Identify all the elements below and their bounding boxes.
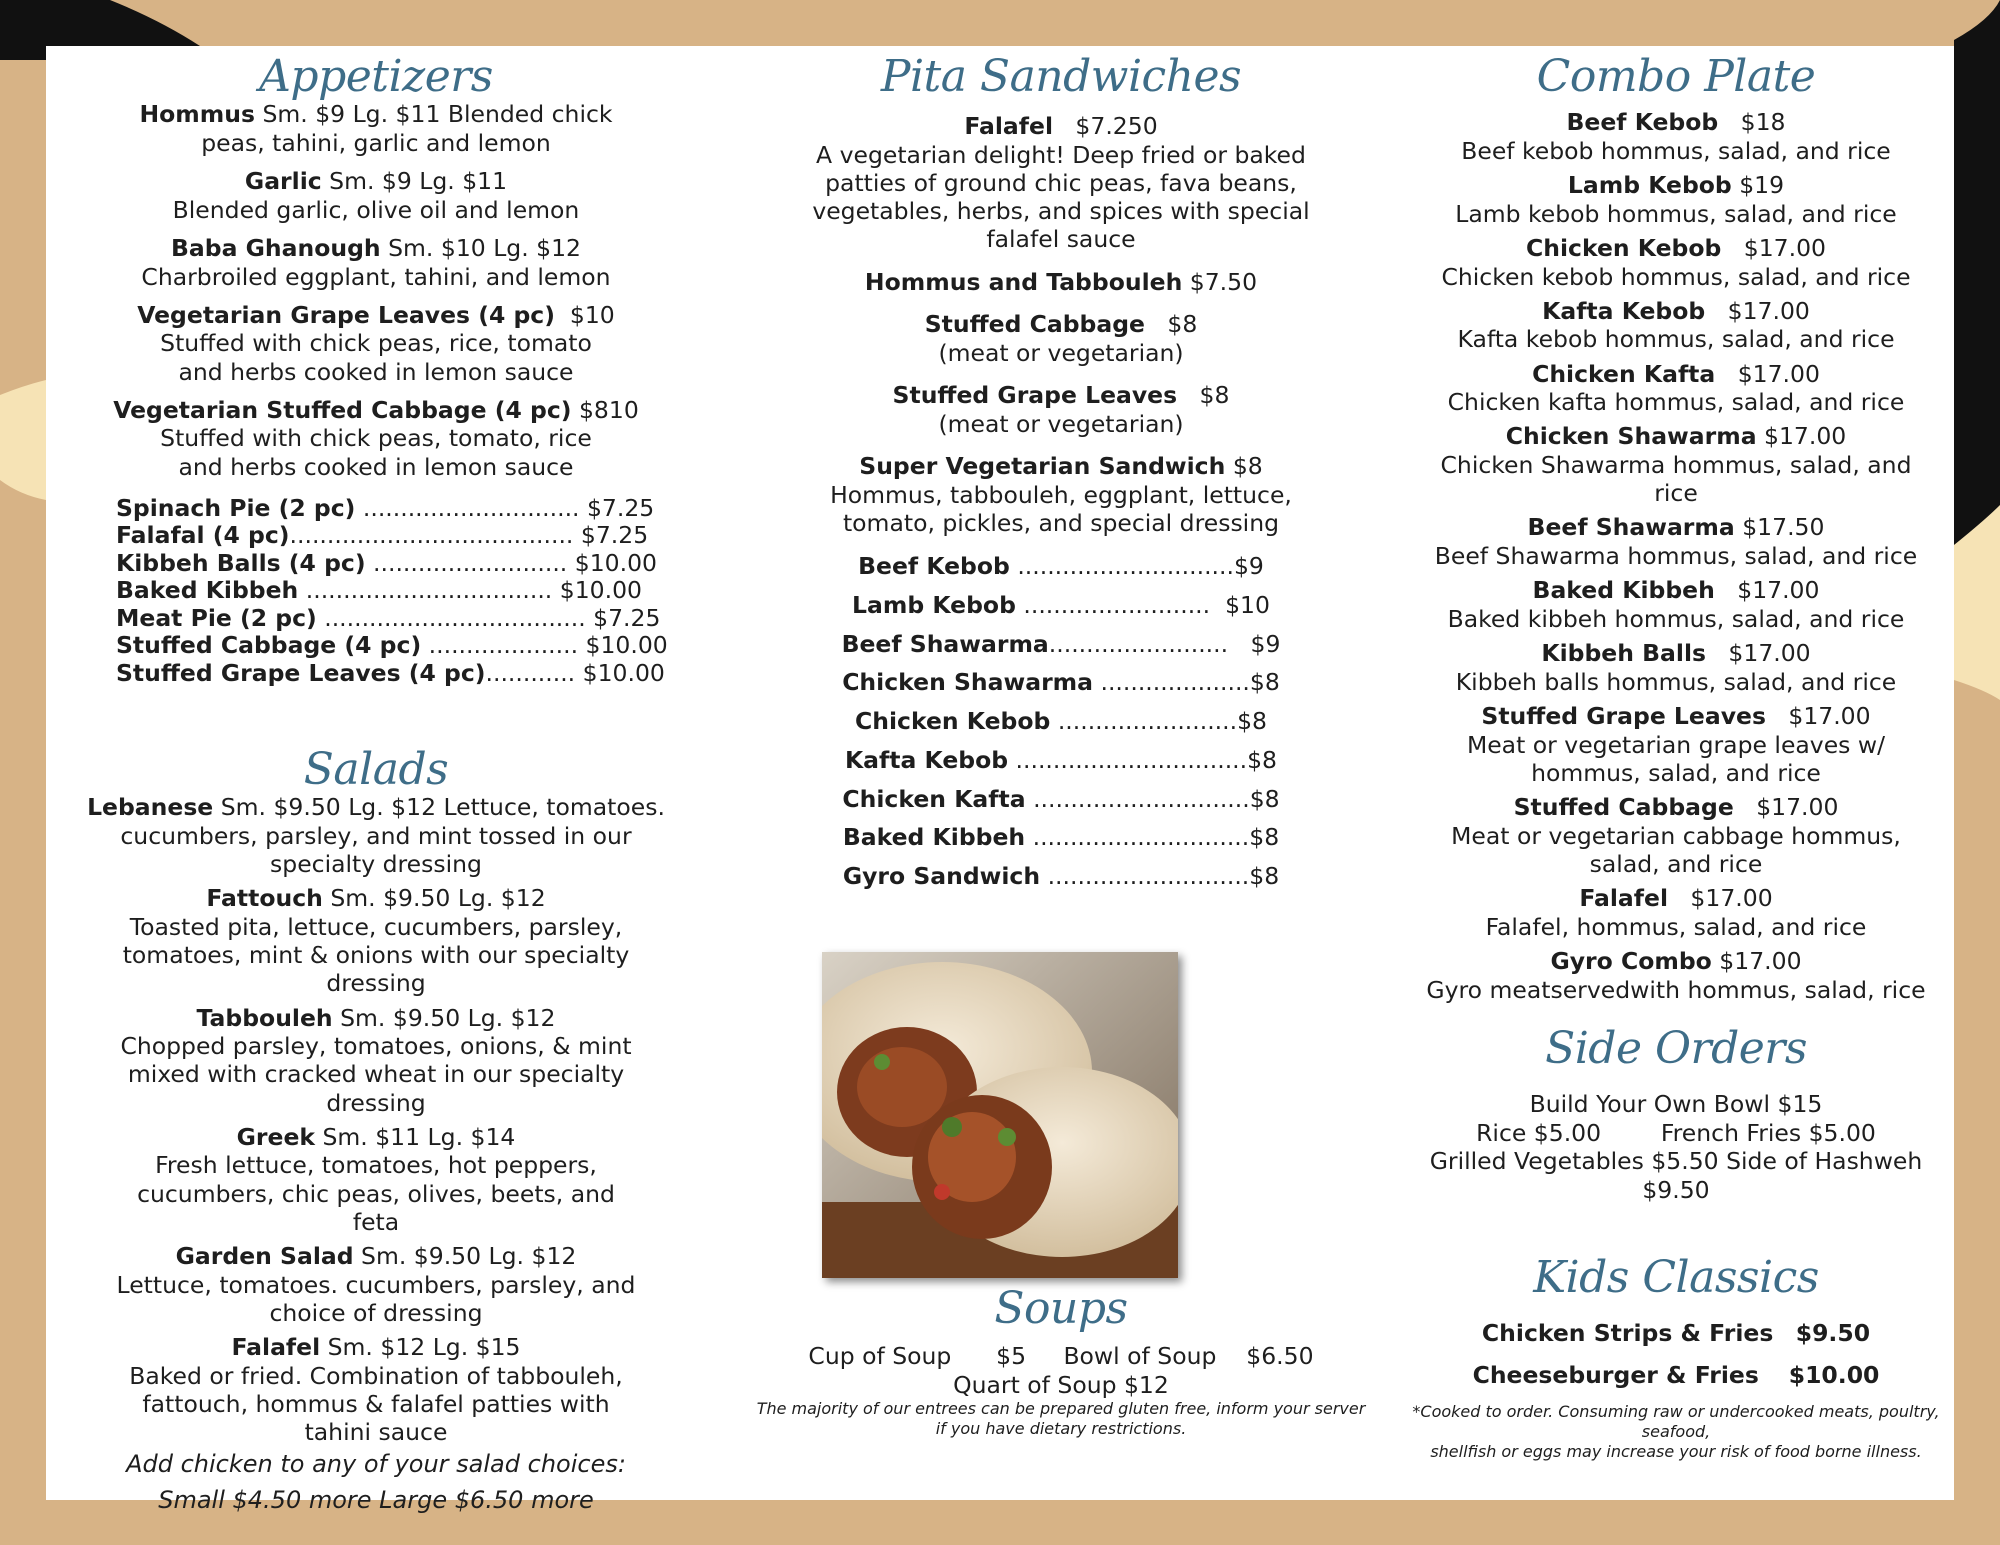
combo-item-price: $18: [1718, 108, 1786, 137]
combo-item: [1406, 297, 1946, 354]
salad-item-desc: Chopped parsley, tomatoes, onions, & mint mixed with cracked wheat in our specialty dressing: [120, 1032, 632, 1117]
pita-list-row: [746, 780, 1376, 819]
kids-item-2-name: Cheeseburger & Fries: [1472, 1361, 1759, 1390]
combo-item: [1406, 793, 1946, 878]
pita-list-row-dots: .............................: [1025, 784, 1250, 813]
combo-item: [1406, 947, 1946, 1004]
combo-item-desc: Beef Shawarma hommus, salad, and rice: [1434, 542, 1918, 571]
appetizer-list-row-price: $7.25: [586, 493, 655, 522]
combo-item-desc: Beef kebob hommus, salad, and rice: [1461, 136, 1891, 165]
combo-items: [1406, 108, 1946, 1004]
appetizer-item: [56, 396, 696, 481]
pita-list-row-dots: ....................: [1093, 668, 1250, 697]
pita-list-row-name: Chicken Kebob: [855, 707, 1051, 736]
combo-item: [1406, 884, 1946, 941]
pita-list-row: [746, 586, 1376, 625]
appetizer-list-row-price: $10.00: [559, 576, 642, 605]
pita-item: [746, 268, 1376, 297]
combo-item-price: $17.00: [1765, 701, 1871, 730]
appetizer-list-row-price: $10.00: [585, 631, 668, 660]
pita-item: [746, 310, 1376, 367]
salad-item-price: Sm. $12 Lg. $15: [320, 1333, 521, 1362]
combo-item: [1406, 513, 1946, 570]
pita-item-name: Hommus and Tabbouleh: [864, 267, 1183, 296]
appetizer-list-row-dots: ..........................: [365, 548, 575, 577]
pita-item: [746, 381, 1376, 438]
appetizer-item-price: Sm. $9 Lg. $11: [321, 167, 508, 196]
pita-item-name: Super Vegetarian Sandwich: [859, 451, 1226, 480]
combo-item-name: Chicken Shawarma: [1505, 422, 1757, 451]
pita-list-row-name: Gyro Sandwich: [842, 862, 1041, 891]
appetizer-list-row-dots: ............: [485, 658, 583, 687]
salad-item-desc: Baked or fried. Combination of tabbouleh, fattouch, hommus & falafel patties with tahini sauce: [129, 1361, 623, 1447]
appetizer-list-row-price: $7.25: [593, 603, 661, 632]
combo-item-price: $17.00: [1668, 884, 1773, 913]
pita-list-row-dots: ........................: [1048, 629, 1244, 658]
kids-item-1: [1406, 1319, 1946, 1348]
combo-item-name: Beef Shawarma: [1527, 513, 1735, 542]
combo-item-price: $17.50: [1734, 513, 1825, 542]
appetizer-list-row-dots: .................................: [298, 576, 560, 605]
appetizer-item-price: $10: [554, 300, 615, 329]
pita-item: [746, 452, 1376, 537]
kids-item-2: [1406, 1361, 1946, 1390]
pita-list-row-price: $8: [1249, 784, 1280, 813]
pita-item-name: Falafel: [964, 112, 1054, 141]
pita-item-name: Stuffed Cabbage: [924, 310, 1145, 339]
right-column: [1406, 46, 1946, 1462]
bowl-of-soup-price: $6.50: [1246, 1342, 1314, 1371]
pita-item-price: $8: [1144, 310, 1198, 339]
combo-item-name: Falafel: [1579, 884, 1669, 913]
appetizer-list-row-name: Kibbeh Balls (4 pc): [116, 548, 366, 577]
appetizer-item-desc: Blended garlic, olive oil and lemon: [172, 195, 580, 224]
salad-addon-line1: Add chicken to any of your salad choices:: [126, 1450, 626, 1479]
pita-item-price: $8: [1177, 381, 1230, 410]
combo-item-price: $17.00: [1714, 576, 1820, 605]
pita-list: [746, 547, 1376, 896]
appetizer-item-name: Baba Ghanough: [170, 233, 381, 262]
pita-list-row-price: $8: [1247, 745, 1278, 774]
combo-item-name: Stuffed Grape Leaves: [1481, 701, 1766, 730]
appetizer-list-row: [116, 495, 696, 522]
appetizer-list-row: [116, 550, 696, 577]
appetizer-list-row-name: Baked Kibbeh: [116, 576, 299, 605]
food-warning-1: *Cooked to order. Consuming raw or undercooked meats, poultry, seafood,: [1412, 1402, 1940, 1442]
appetizer-item-desc: peas, tahini, garlic and lemon: [201, 128, 551, 157]
sides-title: Side Orders: [1545, 1022, 1807, 1074]
pita-list-row: [746, 547, 1376, 586]
combo-item-price: $17.00: [1756, 422, 1847, 451]
soups-title: Soups: [994, 1282, 1128, 1334]
salad-item-name: Tabbouleh: [196, 1003, 333, 1032]
appetizer-item-desc: Stuffed with chick peas, rice, tomato and herbs cooked in lemon sauce: [160, 329, 592, 386]
appetizer-list-row-name: Spinach Pie (2 pc): [116, 493, 356, 522]
combo-item-desc: Chicken Shawarma hommus, salad, and rice: [1440, 451, 1912, 508]
combo-item-desc: Chicken kafta hommus, salad, and rice: [1447, 388, 1905, 417]
pita-item-price: $8: [1225, 451, 1263, 480]
salad-item-price: Sm. $11 Lg. $14: [315, 1122, 516, 1151]
appetizer-list-row-name: Falafal (4 pc): [116, 521, 290, 550]
combo-item-desc: Falafel, hommus, salad, and rice: [1485, 912, 1867, 941]
pita-list-row-price: $9: [1233, 551, 1264, 580]
salad-item-desc: Toasted pita, lettuce, cucumbers, parsley, tomatoes, mint & onions with our specialty dressing: [122, 913, 630, 998]
combo-item-name: Chicken Kebob: [1526, 233, 1722, 262]
appetizer-list-row-price: $10.00: [582, 658, 665, 687]
soup-sizes: [746, 1342, 1376, 1371]
appetizer-item-desc: Charbroiled eggplant, tahini, and lemon: [141, 262, 611, 291]
pita-list-row-dots: .............................: [1025, 823, 1250, 852]
combo-item-name: Beef Kebob: [1566, 108, 1719, 137]
appetizer-list-row-dots: .............................: [355, 493, 587, 522]
salad-item-name: Garden Salad: [175, 1242, 354, 1271]
pita-list-row-dots: .............................: [1009, 551, 1234, 580]
appetizer-item: [56, 167, 696, 224]
pita-list-row-name: Kafta Kebob: [844, 745, 1009, 774]
pita-list-row-price: $10: [1225, 590, 1270, 619]
pita-list-row-name: Lamb Kebob: [852, 590, 1016, 619]
salad-item-name: Greek: [236, 1122, 316, 1151]
menu-page: [46, 46, 1954, 1515]
appetizer-item-name: Hommus: [139, 100, 255, 129]
appetizer-item-price: $810: [571, 395, 639, 424]
sides-rice: Rice $5.00: [1476, 1118, 1602, 1147]
salad-item-price: Sm. $9.50 Lg. $12: [332, 1003, 556, 1032]
combo-item-price: $17.00: [1733, 793, 1839, 821]
combo-item-price: $17.00: [1711, 946, 1802, 975]
pita-item-price: $7.50: [1182, 267, 1258, 296]
food-warning-2: shellfish or eggs may increase your risk of food borne illness.: [1430, 1442, 1922, 1462]
salad-item-desc: Fresh lettuce, tomatoes, hot peppers, cucumbers, chic peas, olives, beets, and feta: [137, 1151, 615, 1236]
appetizer-list-row: [116, 605, 696, 632]
pita-list-row-name: Baked Kibbeh: [842, 823, 1026, 852]
appetizer-item-name: Garlic: [244, 167, 322, 196]
salad-item-desc: cucumbers, parsley, and mint tossed in our specialty dressing: [120, 822, 632, 879]
combo-item-desc: Lamb kebob hommus, salad, and rice: [1455, 199, 1897, 228]
salad-item: [56, 1123, 696, 1236]
salad-item: [56, 1242, 696, 1327]
sides-veg-hashweh: Grilled Vegetables $5.50 Side of Hashweh $9.50: [1429, 1147, 1923, 1204]
gluten-note-2: if you have dietary restrictions.: [935, 1419, 1187, 1439]
quart-of-soup: Quart of Soup $12: [953, 1370, 1169, 1399]
combo-item-price: $17.00: [1715, 359, 1820, 388]
combo-item-name: Chicken Kafta: [1532, 359, 1716, 388]
appetizer-list-row-name: Meat Pie (2 pc): [116, 603, 317, 632]
pita-item: [746, 112, 1376, 253]
combo-item-price: $17.00: [1706, 639, 1811, 668]
pita-list-row-price: $8: [1249, 823, 1280, 852]
salad-item: [56, 793, 696, 878]
combo-item-desc: Baked kibbeh hommus, salad, and rice: [1447, 604, 1905, 633]
sides-bowl: Build Your Own Bowl $15: [1529, 1089, 1823, 1118]
pita-list-row-dots: ...........................: [1040, 862, 1250, 891]
appetizer-list-row-dots: ....................: [421, 631, 586, 660]
pita-list-row: [746, 663, 1376, 702]
appetizer-item-price: Sm. $9 Lg. $11 Blended chick: [255, 100, 613, 129]
salad-item-desc: Lettuce, tomatoes. cucumbers, parsley, and choice of dressing: [116, 1270, 636, 1327]
appetizer-item: [56, 301, 696, 386]
pita-list-row-name: Beef Shawarma: [841, 629, 1049, 658]
combo-item-name: Baked Kibbeh: [1532, 576, 1715, 605]
pita-list-row-price: $8: [1249, 668, 1280, 697]
appetizer-item-desc: Stuffed with chick peas, tomato, rice and herbs cooked in lemon sauce: [160, 424, 592, 481]
pita-items: [746, 112, 1376, 537]
appetizer-item-price: Sm. $10 Lg. $12: [380, 233, 582, 262]
combo-item-desc: Kibbeh balls hommus, salad, and rice: [1455, 667, 1897, 696]
combo-item: [1406, 639, 1946, 696]
salads-title: Salads: [303, 744, 449, 796]
appetizer-list-row: [116, 660, 696, 687]
appetizer-list-row-price: $10.00: [574, 548, 657, 577]
sides-rice-fries: [1406, 1119, 1946, 1148]
salad-item: [56, 1333, 696, 1446]
salad-item-name: Fattouch: [206, 884, 323, 913]
appetizer-item-name: Vegetarian Grape Leaves (4 pc): [137, 300, 555, 329]
combo-item-name: Kafta Kebob: [1542, 296, 1706, 325]
appetizer-list-row-name: Stuffed Cabbage (4 pc): [116, 631, 422, 660]
combo-item-price: $19: [1731, 171, 1785, 200]
cup-of-soup: Cup of Soup: [808, 1342, 952, 1371]
combo-item: [1406, 422, 1946, 507]
pita-list-row: [746, 857, 1376, 896]
pita-item-desc: (meat or vegetarian): [938, 338, 1184, 367]
appetizer-list-row-dots: ......................................: [289, 521, 581, 550]
pita-list-row-dots: .........................: [1015, 590, 1226, 619]
pita-list-row: [746, 818, 1376, 857]
combo-item-desc: Gyro meatservedwith hommus, salad, rice: [1426, 975, 1926, 1004]
combo-item: [1406, 108, 1946, 165]
wrap-sandwich-photo: [822, 952, 1178, 1278]
left-column: [56, 46, 696, 1518]
appetizer-list-row: [116, 522, 696, 549]
combo-item: [1406, 171, 1946, 228]
sides-fries: French Fries $5.00: [1660, 1118, 1876, 1147]
combo-item: [1406, 576, 1946, 633]
pita-list-row: [746, 625, 1376, 664]
pita-list-row-price: $9: [1243, 629, 1281, 658]
salad-item-price: Sm. $9.50 Lg. $12: [353, 1242, 577, 1271]
combo-item-price: $17.00: [1721, 233, 1826, 262]
pita-list-row: [746, 741, 1376, 780]
gluten-note-1: The majority of our entrees can be prepared gluten free, inform your server: [756, 1399, 1366, 1419]
combo-item-desc: Kafta kebob hommus, salad, and rice: [1457, 325, 1895, 354]
pita-item-desc: A vegetarian delight! Deep fried or baked patties of ground chic peas, fava beans, vegetables, herbs, and spices with special falafel sauce: [812, 140, 1310, 254]
pita-item-price: $7.250: [1053, 112, 1158, 141]
combo-item-desc: Chicken kebob hommus, salad, and rice: [1441, 262, 1911, 291]
kids-item-2-price: $10.00: [1788, 1361, 1880, 1390]
combo-item-name: Lamb Kebob: [1567, 171, 1732, 200]
appetizer-items: [56, 100, 696, 481]
combo-item-name: Kibbeh Balls: [1541, 639, 1706, 668]
appetizer-list-row: [116, 632, 696, 659]
pita-list-row-dots: ........................: [1050, 707, 1238, 736]
combo-title: Combo Plate: [1536, 51, 1816, 102]
kids-title: Kids Classics: [1533, 1251, 1819, 1303]
pita-list-row-dots: ...............................: [1008, 745, 1248, 774]
pita-list-row-price: $8: [1237, 707, 1267, 736]
appetizer-list-row: [116, 577, 696, 604]
pita-list-row-price: $8: [1249, 862, 1280, 891]
pita-title: Pita Sandwiches: [880, 51, 1242, 102]
pita-list-row-name: Beef Kebob: [858, 551, 1010, 580]
pita-item-desc: Hommus, tabbouleh, eggplant, lettuce, tomato, pickles, and special dressing: [830, 480, 1292, 537]
salad-item: [56, 1004, 696, 1117]
combo-item: [1406, 360, 1946, 417]
salad-items: [56, 793, 696, 1446]
salad-item-price: Sm. $9.50 Lg. $12: [322, 884, 546, 913]
appetizer-list-row-dots: ...................................: [316, 603, 594, 632]
combo-item-desc: Meat or vegetarian cabbage hommus, salad, and rice: [1451, 821, 1901, 878]
appetizer-item: [56, 234, 696, 291]
pita-list-row: [746, 702, 1376, 741]
salad-item-price: Sm. $9.50 Lg. $12 Lettuce, tomatoes.: [213, 793, 665, 822]
combo-item-desc: Meat or vegetarian grape leaves w/ hommus, salad, and rice: [1466, 730, 1886, 787]
appetizer-list: [116, 495, 696, 687]
pita-list-row-name: Chicken Shawarma: [842, 668, 1094, 697]
pita-list-row-name: Chicken Kafta: [842, 784, 1026, 813]
salad-item-name: Falafel: [231, 1333, 321, 1362]
kids-item-1-name: Chicken Strips & Fries: [1481, 1318, 1774, 1347]
salad-item-name: Lebanese: [87, 793, 214, 822]
combo-item-price: $17.00: [1705, 296, 1810, 325]
bowl-of-soup: Bowl of Soup: [1063, 1342, 1217, 1371]
kids-item-1-price: $9.50: [1795, 1318, 1871, 1347]
appetizer-item: [56, 100, 696, 157]
salad-addon-line2: Small $4.50 more Large $6.50 more: [158, 1486, 594, 1515]
combo-item-name: Gyro Combo: [1550, 946, 1712, 975]
appetizer-list-row-name: Stuffed Grape Leaves (4 pc): [116, 658, 486, 687]
cup-of-soup-price: $5: [996, 1342, 1027, 1371]
salad-item: [56, 884, 696, 997]
appetizer-item-name: Vegetarian Stuffed Cabbage (4 pc): [113, 395, 572, 424]
appetizers-title: Appetizers: [259, 51, 493, 102]
combo-item: [1406, 702, 1946, 787]
pita-item-name: Stuffed Grape Leaves: [892, 381, 1178, 410]
appetizer-list-row-price: $7.25: [580, 521, 649, 550]
combo-item: [1406, 234, 1946, 291]
pita-item-desc: (meat or vegetarian): [938, 409, 1184, 438]
combo-item-name: Stuffed Cabbage: [1513, 793, 1734, 821]
